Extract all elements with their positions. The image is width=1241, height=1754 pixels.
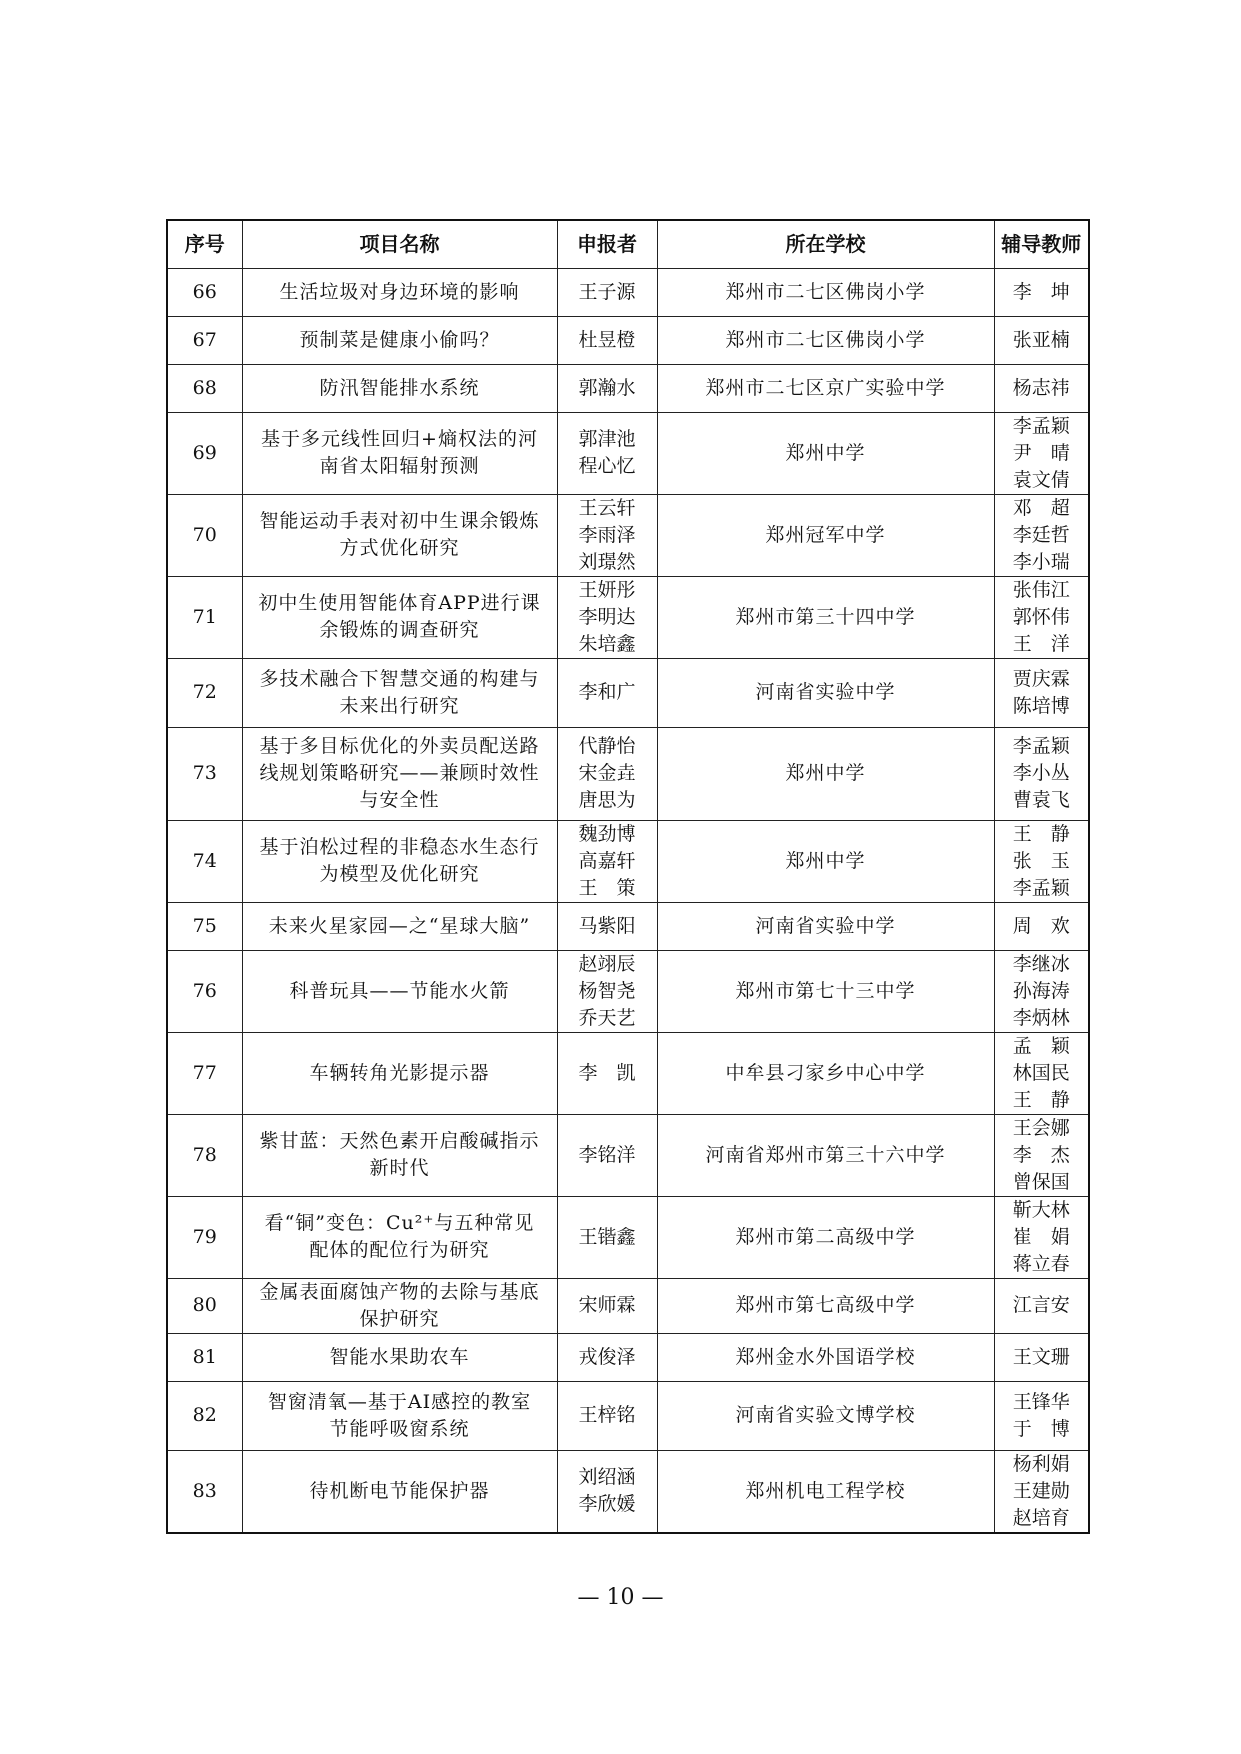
applicant-name: 王锴鑫 bbox=[578, 1225, 636, 1248]
project-name-line: 多技术融合下智慧交通的构建与 bbox=[259, 667, 540, 690]
project-name-cell bbox=[242, 268, 557, 316]
applicant-name: 刘绍涵 bbox=[578, 1466, 636, 1488]
school-cell: 郑州冠军中学 bbox=[657, 494, 994, 576]
applicant-name: 李铭洋 bbox=[578, 1143, 636, 1166]
teacher-name: 杨志祎 bbox=[1012, 376, 1070, 399]
applicant-cell bbox=[557, 658, 657, 727]
table-row bbox=[167, 412, 1089, 494]
school-cell: 郑州中学 bbox=[657, 727, 994, 820]
applicant-name: 程心忆 bbox=[578, 455, 636, 477]
project-name-cell bbox=[242, 1114, 557, 1196]
project-name-line: 科普玩具——节能水火箭 bbox=[289, 979, 510, 1002]
teacher-name: 李廷哲 bbox=[1012, 523, 1070, 546]
applicant-cell bbox=[557, 1381, 657, 1450]
applicant-name: 代静怡 bbox=[578, 735, 636, 757]
teacher-name: 蒋立春 bbox=[1012, 1252, 1070, 1275]
teacher-cell bbox=[994, 268, 1089, 316]
project-name-cell bbox=[242, 1333, 557, 1381]
teacher-name: 李小瑞 bbox=[1012, 550, 1070, 573]
applicant-cell bbox=[557, 494, 657, 576]
table-header-row bbox=[167, 220, 1089, 268]
teacher-cell bbox=[994, 1381, 1089, 1450]
applicant-name: 赵翊辰 bbox=[578, 952, 636, 975]
applicant-name: 宋金垚 bbox=[578, 762, 636, 784]
applicant-cell bbox=[557, 412, 657, 494]
project-name-line: 金属表面腐蚀产物的去除与基底 bbox=[259, 1280, 540, 1303]
applicant-name: 刘璟然 bbox=[578, 550, 636, 573]
teacher-name: 孟 颖 bbox=[1012, 1034, 1070, 1057]
applicant-name: 王云轩 bbox=[578, 496, 636, 519]
teacher-name: 王文珊 bbox=[1012, 1345, 1070, 1368]
school-cell: 郑州市第二高级中学 bbox=[657, 1196, 994, 1278]
serial-cell: 75 bbox=[167, 902, 242, 950]
school-cell: 郑州中学 bbox=[657, 412, 994, 494]
applicant-name: 魏劲博 bbox=[578, 822, 636, 845]
applicant-cell bbox=[557, 1278, 657, 1333]
teacher-name: 王会娜 bbox=[1012, 1116, 1070, 1139]
project-name-line: 余锻炼的调查研究 bbox=[319, 619, 480, 641]
applicant-name: 李和广 bbox=[578, 681, 636, 703]
school-cell: 郑州金水外国语学校 bbox=[657, 1333, 994, 1381]
header-teacher: 辅导教师 bbox=[994, 220, 1089, 268]
project-name-line: 与安全性 bbox=[359, 789, 440, 811]
teacher-cell bbox=[994, 412, 1089, 494]
project-name-line: 基于多目标优化的外卖员配送路 bbox=[259, 735, 540, 757]
table-row bbox=[167, 1032, 1089, 1114]
applicant-cell bbox=[557, 902, 657, 950]
serial-cell: 82 bbox=[167, 1381, 242, 1450]
teacher-name: 郭怀伟 bbox=[1012, 605, 1070, 628]
teacher-cell bbox=[994, 1450, 1089, 1533]
project-name-cell bbox=[242, 1278, 557, 1333]
teacher-name: 周 欢 bbox=[1012, 914, 1070, 937]
teacher-cell bbox=[994, 316, 1089, 364]
teacher-name: 王锋华 bbox=[1012, 1390, 1070, 1413]
teacher-name: 江言安 bbox=[1012, 1294, 1070, 1316]
teacher-name: 王 洋 bbox=[1012, 632, 1070, 655]
project-table bbox=[166, 219, 1090, 1534]
serial-cell: 81 bbox=[167, 1333, 242, 1381]
serial-cell: 73 bbox=[167, 727, 242, 820]
project-name-line: 智窗清氧—基于AI感控的教室 bbox=[267, 1390, 532, 1413]
project-name-cell bbox=[242, 1196, 557, 1278]
project-name-cell bbox=[242, 494, 557, 576]
applicant-name: 王梓铭 bbox=[578, 1404, 636, 1426]
table-row bbox=[167, 820, 1089, 902]
project-name-line: 配体的配位行为研究 bbox=[309, 1239, 490, 1261]
serial-cell: 69 bbox=[167, 412, 242, 494]
serial-cell: 77 bbox=[167, 1032, 242, 1114]
project-name-cell bbox=[242, 576, 557, 658]
table-body bbox=[167, 268, 1089, 1533]
serial-cell: 71 bbox=[167, 576, 242, 658]
serial-cell: 68 bbox=[167, 364, 242, 412]
teacher-name: 曾保国 bbox=[1012, 1170, 1070, 1193]
teacher-name: 李小丛 bbox=[1012, 762, 1070, 784]
applicant-name: 唐思为 bbox=[578, 789, 636, 811]
project-name-line: 待机断电节能保护器 bbox=[309, 1479, 490, 1502]
project-name-cell bbox=[242, 412, 557, 494]
applicant-cell bbox=[557, 316, 657, 364]
project-name-line: 未来火星家园—之“星球大脑” bbox=[268, 914, 531, 937]
applicant-name: 杜昱橙 bbox=[578, 328, 636, 351]
teacher-name: 贾庆霖 bbox=[1012, 667, 1070, 690]
applicant-name: 杨智尧 bbox=[578, 979, 636, 1002]
header-applicant: 申报者 bbox=[557, 220, 657, 268]
teacher-cell bbox=[994, 1333, 1089, 1381]
teacher-name: 林国民 bbox=[1012, 1061, 1070, 1084]
school-cell: 河南省实验文博学校 bbox=[657, 1381, 994, 1450]
teacher-cell bbox=[994, 820, 1089, 902]
teacher-cell bbox=[994, 658, 1089, 727]
teacher-cell bbox=[994, 1032, 1089, 1114]
teacher-name: 王建勋 bbox=[1012, 1479, 1070, 1502]
school-cell: 河南省实验中学 bbox=[657, 902, 994, 950]
project-name-cell bbox=[242, 364, 557, 412]
serial-cell: 76 bbox=[167, 950, 242, 1032]
teacher-name: 李 杰 bbox=[1012, 1143, 1070, 1166]
project-table-container bbox=[166, 219, 1088, 1534]
applicant-cell bbox=[557, 1333, 657, 1381]
table-row bbox=[167, 1196, 1089, 1278]
project-name-line: 初中生使用智能体育APP进行课 bbox=[258, 592, 541, 614]
applicant-name: 乔天艺 bbox=[578, 1006, 636, 1029]
applicant-cell bbox=[557, 268, 657, 316]
serial-cell: 72 bbox=[167, 658, 242, 727]
serial-cell: 78 bbox=[167, 1114, 242, 1196]
project-name-line: 方式优化研究 bbox=[339, 537, 460, 559]
school-cell: 郑州中学 bbox=[657, 820, 994, 902]
applicant-cell bbox=[557, 364, 657, 412]
teacher-name: 赵培育 bbox=[1012, 1506, 1070, 1529]
teacher-cell bbox=[994, 576, 1089, 658]
teacher-name: 张伟江 bbox=[1012, 578, 1070, 601]
table-row bbox=[167, 1278, 1089, 1333]
table-row bbox=[167, 1450, 1089, 1533]
project-name-cell bbox=[242, 902, 557, 950]
applicant-name: 朱培鑫 bbox=[578, 632, 636, 655]
teacher-name: 尹 晴 bbox=[1012, 441, 1070, 464]
table-row bbox=[167, 268, 1089, 316]
table-row bbox=[167, 494, 1089, 576]
project-name-line: 基于多元线性回归+熵权法的河 bbox=[261, 428, 538, 450]
project-name-cell bbox=[242, 1032, 557, 1114]
applicant-name: 李雨泽 bbox=[578, 523, 636, 546]
teacher-cell bbox=[994, 494, 1089, 576]
project-name-line: 节能呼吸窗系统 bbox=[329, 1417, 470, 1440]
teacher-cell bbox=[994, 1278, 1089, 1333]
school-cell: 郑州市第七十三中学 bbox=[657, 950, 994, 1032]
table-row bbox=[167, 576, 1089, 658]
teacher-name: 王 静 bbox=[1012, 822, 1070, 845]
table-row bbox=[167, 1381, 1089, 1450]
school-cell: 郑州市第三十四中学 bbox=[657, 576, 994, 658]
teacher-name: 李孟颖 bbox=[1012, 414, 1070, 437]
project-name-cell bbox=[242, 1450, 557, 1533]
teacher-name: 李继冰 bbox=[1012, 952, 1070, 975]
project-name-line: 看“铜”变色：Cu²⁺与五种常见 bbox=[264, 1212, 535, 1234]
teacher-name: 孙海涛 bbox=[1012, 979, 1070, 1002]
applicant-cell bbox=[557, 727, 657, 820]
teacher-name: 曹袁飞 bbox=[1012, 789, 1070, 811]
project-name-line: 紫甘蓝：天然色素开启酸碱指示 bbox=[259, 1130, 540, 1152]
applicant-cell bbox=[557, 1196, 657, 1278]
project-name-line: 智能运动手表对初中生课余锻炼 bbox=[259, 510, 540, 532]
school-cell: 郑州市第七高级中学 bbox=[657, 1278, 994, 1333]
teacher-cell bbox=[994, 727, 1089, 820]
project-name-line: 车辆转角光影提示器 bbox=[309, 1061, 490, 1084]
serial-cell: 70 bbox=[167, 494, 242, 576]
project-name-line: 预制菜是健康小偷吗？ bbox=[299, 328, 500, 351]
teacher-name: 杨利娟 bbox=[1012, 1452, 1070, 1475]
applicant-name: 王子源 bbox=[578, 280, 636, 303]
teacher-name: 张亚楠 bbox=[1012, 328, 1070, 351]
table-row bbox=[167, 902, 1089, 950]
applicant-cell bbox=[557, 1032, 657, 1114]
teacher-cell bbox=[994, 364, 1089, 412]
serial-cell: 83 bbox=[167, 1450, 242, 1533]
project-name-line: 基于泊松过程的非稳态水生态行 bbox=[259, 836, 540, 858]
table-row bbox=[167, 658, 1089, 727]
applicant-name: 宋师霖 bbox=[578, 1294, 636, 1316]
teacher-cell bbox=[994, 950, 1089, 1032]
applicant-cell bbox=[557, 1450, 657, 1533]
table-row bbox=[167, 1333, 1089, 1381]
applicant-name: 李明达 bbox=[578, 605, 636, 628]
applicant-name: 高嘉轩 bbox=[578, 849, 636, 872]
applicant-name: 郭津池 bbox=[578, 428, 636, 450]
project-name-cell bbox=[242, 950, 557, 1032]
teacher-name: 靳大林 bbox=[1012, 1198, 1070, 1221]
applicant-name: 戎俊泽 bbox=[578, 1345, 636, 1368]
serial-cell: 79 bbox=[167, 1196, 242, 1278]
teacher-name: 李炳林 bbox=[1012, 1006, 1070, 1029]
page-number: — 10 — bbox=[577, 1585, 664, 1610]
school-cell: 郑州机电工程学校 bbox=[657, 1450, 994, 1533]
project-name-line: 智能水果助农车 bbox=[329, 1345, 470, 1368]
school-cell: 河南省实验中学 bbox=[657, 658, 994, 727]
table-row bbox=[167, 1114, 1089, 1196]
applicant-cell bbox=[557, 1114, 657, 1196]
teacher-name: 王 静 bbox=[1012, 1088, 1070, 1111]
project-name-cell bbox=[242, 316, 557, 364]
project-name-line: 南省太阳辐射预测 bbox=[319, 455, 480, 477]
project-name-line: 生活垃圾对身边环境的影响 bbox=[279, 280, 520, 303]
school-cell: 郑州市二七区佛岗小学 bbox=[657, 268, 994, 316]
teacher-name: 李孟颖 bbox=[1012, 735, 1070, 757]
teacher-name: 于 博 bbox=[1012, 1417, 1070, 1440]
applicant-cell bbox=[557, 576, 657, 658]
teacher-cell bbox=[994, 1114, 1089, 1196]
project-name-line: 未来出行研究 bbox=[339, 694, 460, 717]
project-name-line: 保护研究 bbox=[359, 1307, 440, 1330]
project-name-line: 为模型及优化研究 bbox=[319, 863, 480, 885]
project-name-line: 线规划策略研究——兼顾时效性 bbox=[259, 762, 540, 784]
teacher-cell bbox=[994, 1196, 1089, 1278]
applicant-name: 李 凯 bbox=[578, 1061, 636, 1084]
applicant-name: 李欣媛 bbox=[578, 1493, 636, 1515]
applicant-cell bbox=[557, 820, 657, 902]
header-project-name: 项目名称 bbox=[242, 220, 557, 268]
project-name-cell bbox=[242, 820, 557, 902]
table-row bbox=[167, 950, 1089, 1032]
serial-cell: 74 bbox=[167, 820, 242, 902]
teacher-cell bbox=[994, 902, 1089, 950]
serial-cell: 80 bbox=[167, 1278, 242, 1333]
applicant-name: 王妍彤 bbox=[578, 578, 636, 601]
applicant-cell bbox=[557, 950, 657, 1032]
school-cell: 郑州市二七区京广实验中学 bbox=[657, 364, 994, 412]
school-cell: 河南省郑州市第三十六中学 bbox=[657, 1114, 994, 1196]
project-name-cell bbox=[242, 1381, 557, 1450]
teacher-name: 邓 超 bbox=[1012, 496, 1070, 519]
header-school: 所在学校 bbox=[657, 220, 994, 268]
project-name-cell bbox=[242, 658, 557, 727]
serial-cell: 66 bbox=[167, 268, 242, 316]
school-cell: 郑州市二七区佛岗小学 bbox=[657, 316, 994, 364]
teacher-name: 李孟颖 bbox=[1012, 876, 1070, 899]
project-name-line: 新时代 bbox=[369, 1157, 430, 1179]
applicant-name: 郭瀚水 bbox=[578, 376, 636, 399]
teacher-name: 张 玉 bbox=[1012, 849, 1070, 872]
teacher-name: 崔 娟 bbox=[1012, 1225, 1070, 1248]
header-serial: 序号 bbox=[167, 220, 242, 268]
table-row bbox=[167, 364, 1089, 412]
applicant-name: 马紫阳 bbox=[578, 914, 636, 937]
table-row bbox=[167, 316, 1089, 364]
teacher-name: 李 坤 bbox=[1012, 280, 1070, 303]
project-name-line: 防汛智能排水系统 bbox=[319, 376, 480, 399]
school-cell: 中牟县刁家乡中心中学 bbox=[657, 1032, 994, 1114]
teacher-name: 陈培博 bbox=[1012, 694, 1070, 717]
project-name-cell bbox=[242, 727, 557, 820]
teacher-name: 袁文倩 bbox=[1012, 468, 1070, 491]
applicant-name: 王 策 bbox=[578, 876, 636, 899]
table-row bbox=[167, 727, 1089, 820]
serial-cell: 67 bbox=[167, 316, 242, 364]
